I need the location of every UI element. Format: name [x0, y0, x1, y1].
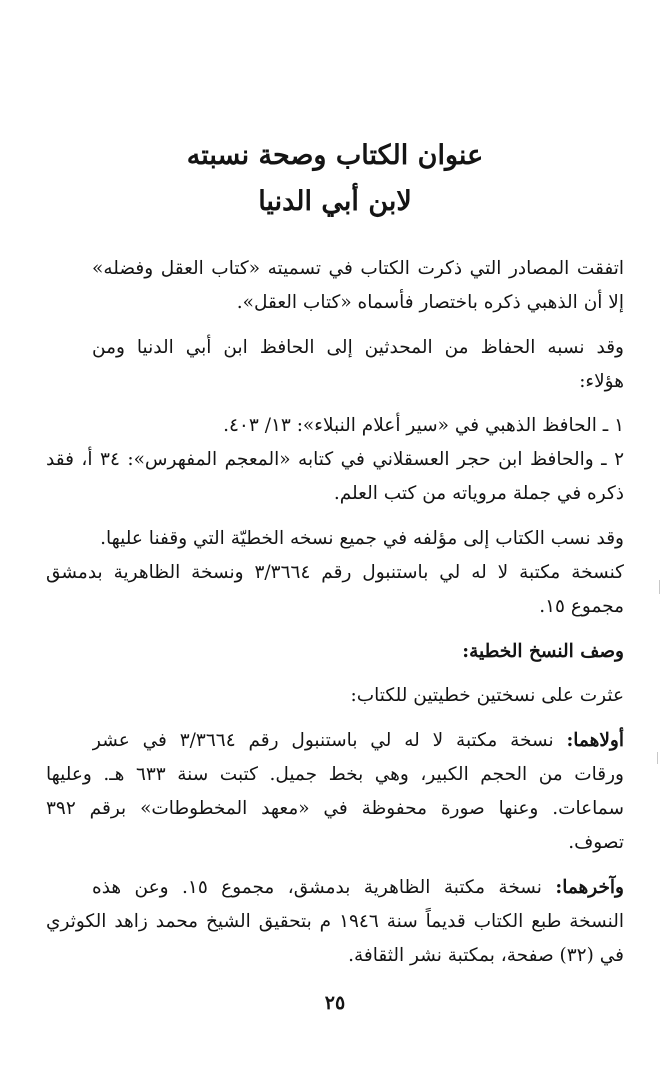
text-line: هؤلاء:	[579, 371, 624, 392]
text-line: كنسخة مكتبة لا له لي باستنبول رقم ٣/٣٦٦٤ ونسخة الظاهرية بدمشق	[46, 562, 624, 583]
list-item: ٢ ـ والحافظ ابن حجر العسقلاني في كتابه «المعجم المفهرس»: ٣٤ أ، فقد	[46, 449, 624, 470]
text-line: اتفقت المصادر التي ذكرت الكتاب في تسميته «كتاب العقل وفضله»	[92, 258, 624, 279]
second-copy-text: نسخة مكتبة الظاهرية بدمشق، مجموع ١٥. وعن هذه	[92, 877, 556, 898]
text-line: عثرت على نسختين خطيتين للكتاب:	[350, 685, 624, 706]
scan-mark	[659, 580, 660, 594]
text-line: وقد نسب الكتاب إلى مؤلفه في جميع نسخه الخطيّة التي وقفنا عليها.	[100, 528, 624, 549]
first-copy-label: أولاهما:	[566, 730, 624, 751]
text-line: في (٣٢) صفحة، بمكتبة نشر الثقافة.	[348, 945, 624, 966]
text-line: تصوف.	[568, 832, 624, 853]
page-number: ٢٥	[324, 992, 346, 1014]
text-line: مجموع ١٥.	[539, 596, 624, 617]
text-line: وقد نسبه الحفاظ من المحدثين إلى الحافظ ابن أبي الدنيا ومن	[92, 337, 624, 358]
list-item: ١ ـ الحافظ الذهبي في «سير أعلام النبلاء»: ١٣/ ٤٠٣.	[223, 415, 624, 436]
chapter-title: عنوان الكتاب وصحة نسبته	[186, 140, 484, 171]
chapter-subtitle: لابن أبي الدنيا	[258, 186, 412, 217]
text-line: ورقات من الحجم الكبير، وهي بخط جميل. كتبت سنة ٦٣٣ هـ. وعليها	[46, 764, 624, 785]
scan-mark	[657, 752, 658, 764]
first-copy-text: نسخة مكتبة لا له لي باستنبول رقم ٣/٣٦٦٤ في عشر	[92, 730, 567, 751]
text-line: النسخة طبع الكتاب قديماً سنة ١٩٤٦ م بتحقيق الشيخ محمد زاهد الكوثري	[46, 911, 624, 932]
text-line	[92, 726, 624, 756]
text-line: إلا أن الذهبي ذكره باختصار فأسماه «كتاب العقل».	[236, 292, 624, 313]
text-line: سماعات. وعنها صورة محفوظة في «معهد المخطوطات» برقم ٣٩٢	[46, 798, 624, 819]
second-copy-label: وآخرهما:	[555, 877, 624, 898]
text-line: ذكره في جملة مروياته من كتب العلم.	[333, 483, 624, 504]
text-line	[92, 873, 624, 903]
section-heading: وصف النسخ الخطية:	[462, 641, 624, 662]
